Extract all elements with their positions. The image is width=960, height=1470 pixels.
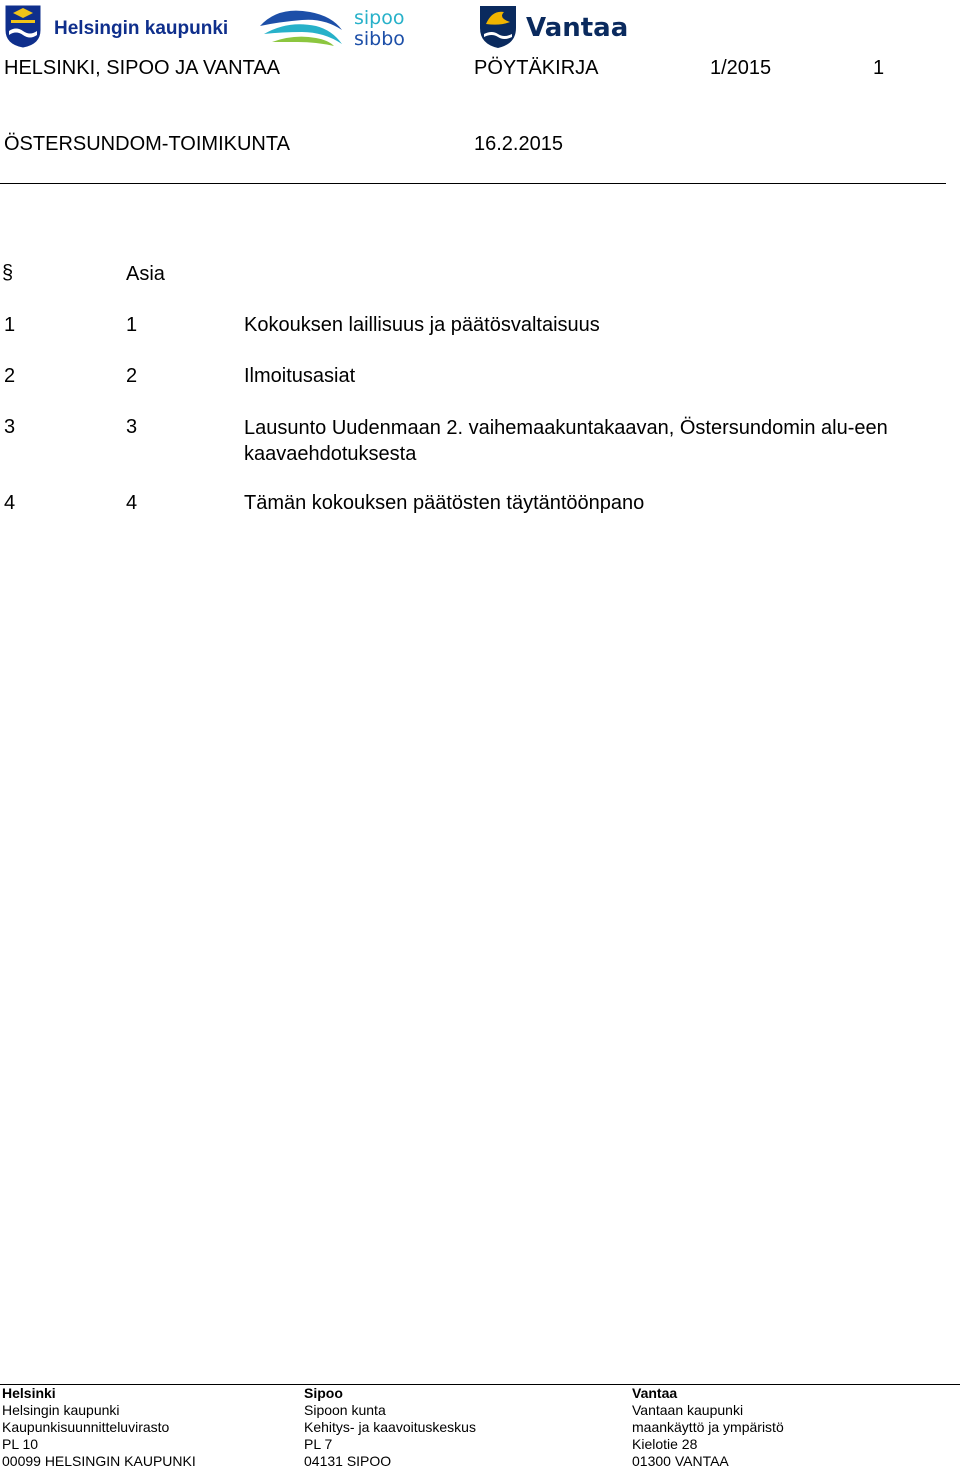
agenda-item-section: 1 bbox=[126, 314, 138, 336]
footer-heading: Vantaa bbox=[632, 1385, 678, 1401]
header-page-number: 1 bbox=[873, 57, 885, 79]
agenda-item-title: Tämän kokouksen päätösten täytäntöönpano bbox=[244, 492, 645, 514]
sipoo-logo bbox=[258, 4, 418, 48]
footer-line: Vantaan kaupunki bbox=[632, 1402, 744, 1418]
agenda-column-title: Asia bbox=[126, 263, 165, 285]
agenda-item-number: 3 bbox=[4, 416, 16, 438]
footer-line: maankäyttö ja ympäristö bbox=[632, 1419, 784, 1435]
footer-column-vantaa bbox=[632, 1385, 784, 1470]
footer-line: Sipoon kunta bbox=[304, 1402, 386, 1418]
header-document-type: PÖYTÄKIRJA bbox=[474, 57, 599, 79]
footer-line: Helsingin kaupunki bbox=[2, 1402, 120, 1418]
agenda-item-section: 3 bbox=[126, 416, 138, 438]
vantaa-logo bbox=[478, 4, 638, 48]
footer-column-helsinki bbox=[2, 1385, 196, 1470]
footer-line: 01300 VANTAA bbox=[632, 1453, 729, 1469]
footer-heading: Helsinki bbox=[2, 1385, 56, 1401]
sipoo-logo-text-sv: sibbo bbox=[354, 28, 405, 48]
agenda-item-number: 2 bbox=[4, 365, 16, 387]
header-document-number: 1/2015 bbox=[710, 57, 772, 79]
agenda-item-number: 4 bbox=[4, 492, 16, 514]
footer-column-sipoo bbox=[304, 1385, 476, 1470]
vantaa-logo-text: Vantaa bbox=[526, 13, 629, 43]
footer-line: 04131 SIPOO bbox=[304, 1453, 392, 1469]
agenda-item-section: 2 bbox=[126, 365, 138, 387]
footer-line: 00099 HELSINGIN KAUPUNKI bbox=[2, 1453, 196, 1469]
agenda-item-title: Kokouksen laillisuus ja päätösvaltaisuus bbox=[244, 314, 600, 336]
header-date: 16.2.2015 bbox=[474, 133, 563, 155]
footer-line: PL 7 bbox=[304, 1436, 333, 1452]
footer-line: Kaupunkisuunnitteluvirasto bbox=[2, 1419, 170, 1435]
agenda-item-number: 1 bbox=[4, 314, 16, 336]
agenda-item-title: Lausunto Uudenmaan 2. vaihemaakuntakaavan, Östersundomin alu-een kaavaehdotuksesta bbox=[244, 417, 888, 465]
agenda-item-title: Ilmoitusasiat bbox=[244, 365, 356, 387]
footer-line: Kielotie 28 bbox=[632, 1436, 698, 1452]
sipoo-logo-text-fi: sipoo bbox=[354, 7, 405, 29]
header-committee: ÖSTERSUNDOM-TOIMIKUNTA bbox=[4, 133, 290, 155]
header-divider bbox=[0, 183, 946, 184]
agenda-item-section: 4 bbox=[126, 492, 138, 514]
helsinki-logo bbox=[4, 4, 244, 48]
section-symbol: § bbox=[2, 262, 14, 284]
footer-line: PL 10 bbox=[2, 1436, 39, 1452]
vantaa-crest-icon bbox=[480, 6, 516, 48]
helsinki-logo-text: Helsingin kaupunki bbox=[54, 18, 229, 39]
footer-line: Kehitys- ja kaavoituskeskus bbox=[304, 1419, 476, 1435]
helsinki-crest-icon bbox=[6, 6, 40, 47]
sipoo-wave-icon bbox=[260, 11, 342, 46]
header-organization: HELSINKI, SIPOO JA VANTAA bbox=[4, 57, 281, 79]
footer-heading: Sipoo bbox=[304, 1385, 343, 1401]
